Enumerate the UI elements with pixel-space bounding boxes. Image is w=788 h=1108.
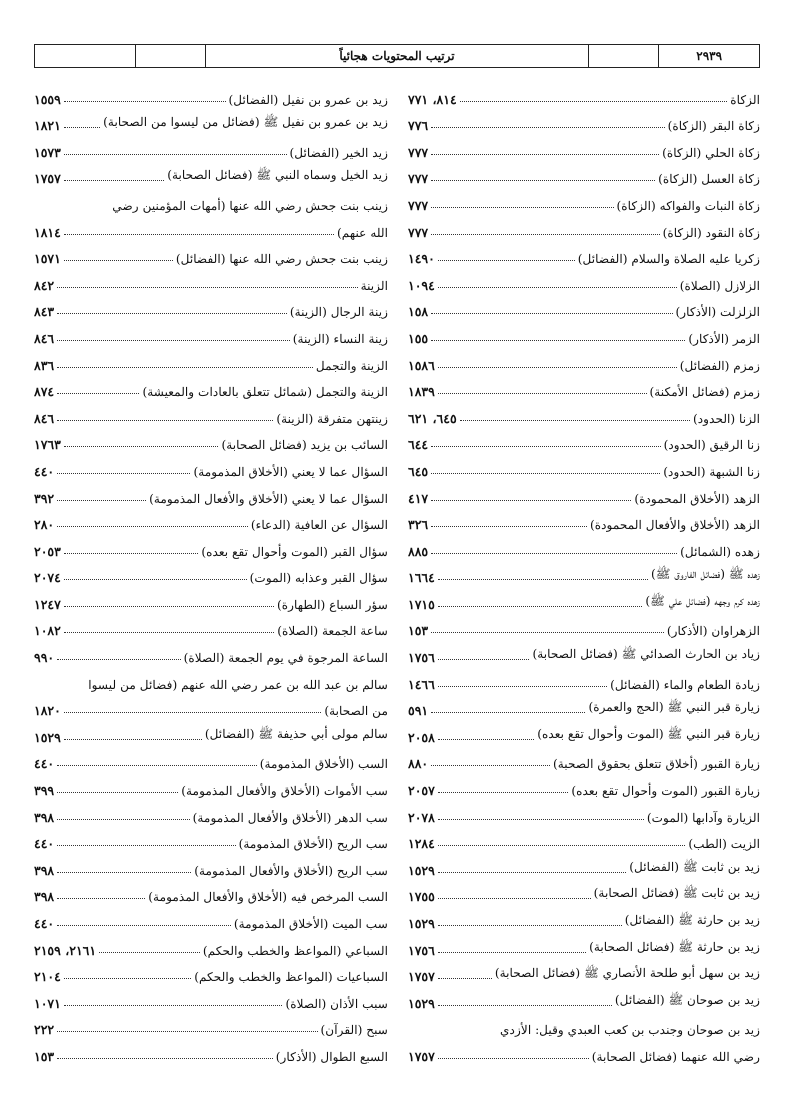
entry-page-number: ٦٤٥، ٦٢١ bbox=[408, 410, 457, 426]
index-entry bbox=[34, 585, 388, 612]
index-entry bbox=[34, 160, 388, 187]
entry-page-number: ١٥٨ bbox=[408, 304, 429, 320]
entry-page-number: ١٥٨٦ bbox=[408, 357, 435, 373]
leader-dots bbox=[57, 367, 313, 368]
entry-page-number: ١٤٦٦ bbox=[408, 676, 435, 692]
entry-title: الزيت (الطب) bbox=[688, 837, 760, 852]
index-entry bbox=[34, 559, 388, 586]
entry-title: من الصحابة) bbox=[324, 704, 388, 719]
leader-dots bbox=[64, 1005, 283, 1006]
index-entry bbox=[34, 319, 388, 346]
leader-dots bbox=[64, 180, 164, 181]
index-entry bbox=[34, 452, 388, 479]
entry-title: سؤال القبر وعذابه (الموت) bbox=[249, 571, 388, 586]
leader-dots bbox=[64, 101, 226, 102]
index-entry bbox=[408, 399, 760, 426]
leader-dots bbox=[64, 260, 173, 261]
entry-page-number: ٨٧٤ bbox=[34, 384, 55, 400]
leader-dots bbox=[57, 1058, 273, 1059]
leader-dots bbox=[431, 180, 655, 181]
index-entry bbox=[34, 692, 388, 719]
leader-dots bbox=[438, 287, 677, 288]
index-entry bbox=[34, 958, 388, 985]
leader-dots bbox=[431, 446, 660, 447]
entry-page-number: ٢٠٧٤ bbox=[34, 570, 61, 586]
index-entry bbox=[408, 346, 760, 373]
entry-title: سب الميت (الأخلاق المذمومة) bbox=[233, 917, 388, 931]
entry-title: سبب الأذان (الصلاة) bbox=[285, 996, 388, 1011]
index-entry bbox=[408, 825, 760, 852]
leader-dots bbox=[438, 1005, 612, 1006]
leader-dots bbox=[460, 101, 728, 102]
entry-page-number: ٩٩٠ bbox=[34, 650, 55, 666]
entry-page-number: ١٨٣٩ bbox=[408, 384, 435, 400]
leader-dots bbox=[438, 872, 626, 873]
index-entry bbox=[408, 771, 760, 798]
entry-page-number: ٧٧٧ bbox=[408, 171, 429, 187]
entry-page-number: ٤٤٠ bbox=[34, 916, 55, 931]
index-entry bbox=[408, 851, 760, 878]
index-entry bbox=[34, 426, 388, 453]
leader-dots bbox=[438, 845, 686, 846]
entry-page-number: ٨٤٢ bbox=[34, 277, 55, 293]
leader-dots bbox=[57, 898, 145, 899]
entry-page-number: ٧٧٧ bbox=[408, 197, 429, 213]
index-entry bbox=[34, 346, 388, 373]
entry-title: سؤال القبر (الموت وأحوال تقع بعده) bbox=[201, 544, 388, 559]
index-entry bbox=[408, 798, 760, 825]
index-entry bbox=[408, 958, 760, 985]
entry-page-number: ١٠٩٤ bbox=[408, 277, 435, 293]
leader-dots bbox=[64, 234, 334, 235]
leader-dots bbox=[57, 792, 178, 793]
entry-title: زهده (الشمائل) bbox=[680, 544, 760, 559]
header-empty-cell bbox=[588, 45, 658, 67]
leader-dots bbox=[64, 127, 100, 128]
leader-dots bbox=[57, 393, 139, 394]
entry-title: زياد بن الحارث الصدائي ﷺ (فضائل الصحابة) bbox=[532, 647, 760, 662]
index-entry bbox=[408, 133, 760, 160]
index-entry bbox=[34, 904, 388, 931]
header-title: ترتيب المحتويات هجائياً bbox=[205, 45, 589, 67]
entry-page-number: ٣٩٩ bbox=[34, 783, 55, 799]
index-entry bbox=[34, 1011, 388, 1038]
index-entry bbox=[408, 692, 760, 719]
entry-page-number: ٣٩٨ bbox=[34, 862, 55, 878]
leader-dots bbox=[64, 739, 202, 740]
entry-title: زكريا عليه الصلاة والسلام (الفضائل) bbox=[577, 252, 760, 267]
entry-title: زكاة البقر (الزكاة) bbox=[667, 119, 760, 134]
entry-title: زمزم (الفضائل) bbox=[679, 358, 760, 373]
leader-dots bbox=[57, 1031, 317, 1032]
entry-title: زيد بن ثابت ﷺ (فضائل الصحابة) bbox=[593, 886, 760, 901]
entry-title: زيد الخيل وسماه النبي ﷺ (فضائل الصحابة) bbox=[167, 168, 388, 183]
entry-page-number: ٣٩٨ bbox=[34, 889, 55, 905]
entry-page-number: ٨١٤، ٧٧١ bbox=[408, 91, 457, 107]
entry-title: الزهد (الأخلاق والأفعال المحمودة) bbox=[589, 518, 760, 533]
index-entry bbox=[34, 373, 388, 400]
entry-title: ساعة الجمعة (الصلاة) bbox=[277, 624, 388, 639]
index-entry bbox=[34, 293, 388, 320]
entry-page-number: ١٧٥٧ bbox=[408, 969, 435, 985]
header-empty-cell bbox=[135, 45, 205, 67]
leader-dots bbox=[431, 473, 660, 474]
entry-title: زيد بن صوحان ﷺ (الفضائل) bbox=[614, 992, 760, 1007]
index-entry bbox=[408, 665, 760, 692]
index-entry bbox=[34, 825, 388, 852]
entry-title: الزهراوان (الأذكار) bbox=[666, 624, 760, 639]
leader-dots bbox=[57, 819, 189, 820]
index-entry bbox=[34, 665, 388, 692]
index-entry bbox=[34, 612, 388, 639]
header-page-number: ٢٩٣٩ bbox=[658, 45, 759, 67]
entry-title: زيد بن ثابت ﷺ (الفضائل) bbox=[629, 859, 760, 874]
entry-title: زينة الرجال (الزينة) bbox=[289, 305, 388, 320]
entry-page-number: ١٥٥٩ bbox=[34, 91, 61, 107]
index-entry bbox=[34, 931, 388, 958]
entry-title: زيد بن سهل أبو طلحة الأنصاري ﷺ (فضائل الصحابة) bbox=[494, 966, 760, 981]
entry-title: السب (الأخلاق المذمومة) bbox=[259, 757, 388, 772]
leader-dots bbox=[431, 500, 631, 501]
entry-page-number: ١٧٥٦ bbox=[408, 942, 435, 958]
leader-dots bbox=[438, 367, 677, 368]
entry-page-number: ١٥٣ bbox=[408, 623, 429, 639]
entry-title: زيد الخير (الفضائل) bbox=[289, 145, 388, 160]
index-entry bbox=[408, 931, 760, 958]
index-entry bbox=[408, 107, 760, 134]
index-entry bbox=[408, 213, 760, 240]
index-column-left bbox=[34, 80, 388, 1064]
entry-title: السب المرخص فيه (الأخلاق والأفعال المذمومة) bbox=[148, 890, 388, 905]
entry-title: الزنا (الحدود) bbox=[693, 411, 760, 426]
leader-dots bbox=[431, 313, 672, 314]
entry-title: رضي الله عنهما (فضائل الصحابة) bbox=[591, 1049, 760, 1064]
leader-dots bbox=[57, 473, 190, 474]
entry-page-number: ٧٧٦ bbox=[408, 118, 429, 134]
entry-page-number: ٨٨٠ bbox=[408, 756, 429, 772]
entry-page-number: ٤٤٠ bbox=[34, 836, 55, 852]
entry-page-number: ١٧١٥ bbox=[408, 596, 435, 612]
entry-title: الزهد (الأخلاق المحمودة) bbox=[634, 491, 760, 506]
leader-dots bbox=[438, 925, 622, 926]
entry-page-number: ١٥٣ bbox=[34, 1048, 55, 1064]
index-entry bbox=[34, 213, 388, 240]
index-entry bbox=[34, 479, 388, 506]
index-entry bbox=[408, 638, 760, 665]
leader-dots bbox=[438, 260, 575, 261]
index-entry bbox=[34, 984, 388, 1011]
leader-dots bbox=[64, 154, 287, 155]
entry-title: زنا الرقيق (الحدود) bbox=[663, 438, 760, 453]
page-header bbox=[34, 44, 760, 68]
leader-dots bbox=[431, 632, 664, 633]
leader-dots bbox=[438, 792, 569, 793]
entry-page-number: ١٧٦٣ bbox=[34, 437, 61, 453]
entry-title: سبح (القرآن) bbox=[320, 1023, 388, 1038]
index-entry bbox=[408, 506, 760, 533]
entry-page-number: ٧٧٧ bbox=[408, 144, 429, 160]
entry-page-number: ١٥٢٩ bbox=[408, 995, 435, 1011]
leader-dots bbox=[431, 127, 664, 128]
leader-dots bbox=[438, 952, 586, 953]
index-entry bbox=[408, 186, 760, 213]
leader-dots bbox=[57, 872, 191, 873]
index-entry bbox=[408, 984, 760, 1011]
entry-page-number: ١٥٧١ bbox=[34, 251, 61, 267]
entry-title: السبع الطوال (الأذكار) bbox=[275, 1049, 388, 1064]
entry-title: الزينة والتجمل (شمائل تتعلق بالعادات والمعيشة) bbox=[142, 385, 388, 400]
entry-page-number: ٧٧٧ bbox=[408, 224, 429, 240]
entry-page-number: ١٢٨٤ bbox=[408, 836, 435, 852]
index-entry bbox=[408, 319, 760, 346]
leader-dots bbox=[57, 765, 257, 766]
entry-page-number: ١٠٨٢ bbox=[34, 623, 61, 639]
leader-dots bbox=[431, 765, 550, 766]
index-entry bbox=[408, 452, 760, 479]
header-empty-cell bbox=[35, 45, 135, 67]
index-entry bbox=[34, 266, 388, 293]
index-entry bbox=[34, 718, 388, 745]
leader-dots bbox=[64, 606, 274, 607]
leader-dots bbox=[460, 420, 690, 421]
entry-page-number: ٣٩٢ bbox=[34, 490, 55, 506]
index-entry bbox=[408, 1037, 760, 1064]
entry-page-number: ١٤٩٠ bbox=[408, 251, 435, 267]
index-entry bbox=[408, 160, 760, 187]
entry-page-number: ٤٤٠ bbox=[34, 463, 55, 479]
leader-dots bbox=[431, 207, 613, 208]
entry-page-number: ١٠٧١ bbox=[34, 995, 61, 1011]
entry-page-number: ١٢٤٧ bbox=[34, 596, 61, 612]
index-entry bbox=[408, 80, 760, 107]
leader-dots bbox=[438, 579, 648, 580]
entry-title: زينب بنت جحش رضي الله عنها (أمهات المؤمنين رضي bbox=[112, 198, 388, 213]
leader-dots bbox=[438, 898, 591, 899]
entry-title: السباعي (المواعظ والخطب والحكم) bbox=[202, 943, 388, 958]
index-column-right bbox=[408, 80, 760, 1064]
entry-title: زيد بن حارثة ﷺ (فضائل الصحابة) bbox=[589, 939, 760, 954]
entry-page-number: ٤٤٠ bbox=[34, 756, 55, 772]
leader-dots bbox=[438, 819, 644, 820]
entry-page-number: ١٨٢١ bbox=[34, 118, 61, 134]
entry-page-number: ٢٠٥٨ bbox=[408, 729, 435, 745]
index-entry bbox=[408, 904, 760, 931]
entry-page-number: ٨٣٦ bbox=[34, 357, 55, 373]
entry-page-number: ٨٤٣ bbox=[34, 304, 55, 320]
entry-title: زينتهن متفرقة (الزينة) bbox=[276, 411, 388, 426]
leader-dots bbox=[64, 579, 247, 580]
entry-title: الزلزلت (الأذكار) bbox=[675, 305, 760, 320]
entry-page-number: ١٦٦٤ bbox=[408, 570, 435, 586]
index-entry bbox=[408, 878, 760, 905]
leader-dots bbox=[438, 659, 530, 660]
entry-page-number: ١٨١٤ bbox=[34, 224, 61, 240]
leader-dots bbox=[64, 553, 198, 554]
index-entry bbox=[408, 1011, 760, 1038]
leader-dots bbox=[438, 606, 643, 607]
index-entry bbox=[34, 107, 388, 134]
index-entry bbox=[34, 133, 388, 160]
leader-dots bbox=[64, 632, 274, 633]
entry-title: سالم مولى أبي حذيفة ﷺ (الفضائل) bbox=[204, 726, 388, 741]
entry-page-number: ١٧٥٧ bbox=[408, 1048, 435, 1064]
entry-page-number: ٢٠٥٧ bbox=[408, 783, 435, 799]
entry-page-number: ٦٤٥ bbox=[408, 463, 429, 479]
entry-title: زكاة الحلي (الزكاة) bbox=[662, 145, 760, 160]
index-entry bbox=[408, 240, 760, 267]
leader-dots bbox=[64, 446, 219, 447]
entry-title: الزينة bbox=[360, 278, 388, 293]
leader-dots bbox=[438, 686, 607, 687]
entry-title: الزينة والتجمل bbox=[315, 358, 388, 373]
index-entry bbox=[34, 878, 388, 905]
index-entry bbox=[408, 426, 760, 453]
entry-title: زهده ﷺ (فضائل الفاروق ﷺ) bbox=[650, 567, 760, 582]
entry-title: الزلازل (الصلاة) bbox=[679, 278, 760, 293]
entry-title: السؤال عما لا يعني (الأخلاق المذمومة) bbox=[193, 464, 388, 479]
leader-dots bbox=[57, 925, 231, 926]
entry-page-number: ٢٢٢ bbox=[34, 1022, 55, 1038]
entry-title: سؤر السباع (الطهارة) bbox=[277, 597, 388, 612]
entry-title: سب الأموات (الأخلاق والأفعال المذمومة) bbox=[181, 784, 388, 799]
leader-dots bbox=[57, 500, 146, 501]
index-entry bbox=[34, 745, 388, 772]
leader-dots bbox=[438, 739, 534, 740]
leader-dots bbox=[438, 1058, 589, 1059]
entry-page-number: ١٧٥٥ bbox=[408, 889, 435, 905]
leader-dots bbox=[431, 340, 685, 341]
index-entry bbox=[34, 532, 388, 559]
leader-dots bbox=[57, 420, 273, 421]
index-entry bbox=[34, 399, 388, 426]
index-entry bbox=[408, 559, 760, 586]
entry-title: زيارة القبور (الموت وأحوال تقع بعده) bbox=[571, 784, 760, 799]
entry-page-number: ٢٨٠ bbox=[34, 517, 55, 533]
leader-dots bbox=[99, 952, 200, 953]
entry-page-number: ٣٩٨ bbox=[34, 809, 55, 825]
entry-page-number: ١٥٧٣ bbox=[34, 144, 61, 160]
index-entry bbox=[34, 80, 388, 107]
entry-page-number: ٢١٠٤ bbox=[34, 969, 61, 985]
entry-page-number: ٨٨٥ bbox=[408, 543, 429, 559]
entry-page-number: ١٥٢٩ bbox=[408, 862, 435, 878]
leader-dots bbox=[57, 340, 290, 341]
entry-page-number: ١٧٥٧ bbox=[34, 171, 61, 187]
entry-page-number: ١٥٢٩ bbox=[408, 916, 435, 931]
index-entry bbox=[408, 293, 760, 320]
entry-title: الزمر (الأذكار) bbox=[688, 331, 760, 346]
entry-page-number: ٦٤٤ bbox=[408, 437, 429, 453]
entry-page-number: ٢١٦١، ٢١٥٩ bbox=[34, 942, 97, 958]
entry-title: زكاة العسل (الزكاة) bbox=[658, 172, 760, 187]
index-entry bbox=[408, 373, 760, 400]
entry-title: زينة النساء (الزينة) bbox=[292, 331, 388, 346]
entry-title: زيادة الطعام والماء (الفضائل) bbox=[610, 677, 760, 692]
entry-title: زهده كرم وجهه (فضائل علي ﷺ) bbox=[645, 593, 760, 608]
entry-title: السؤال عما لا يعني (الأخلاق والأفعال المذمومة) bbox=[149, 491, 388, 506]
entry-title: زيد بن عمرو بن نفيل (الفضائل) bbox=[228, 92, 388, 107]
leader-dots bbox=[57, 287, 357, 288]
entry-page-number: ١٨٢٠ bbox=[34, 703, 61, 719]
leader-dots bbox=[431, 553, 677, 554]
index-entry bbox=[34, 798, 388, 825]
entry-page-number: ١٥٥ bbox=[408, 330, 429, 346]
entry-title: زيد بن عمرو بن نفيل ﷺ (فضائل من ليسوا من الصحابة) bbox=[103, 115, 388, 130]
index-entry bbox=[34, 771, 388, 798]
entry-title: الله عنهم) bbox=[337, 225, 388, 240]
entry-page-number: ٢٠٥٣ bbox=[34, 543, 61, 559]
entry-title: زيارة قبر النبي ﷺ (الموت وأحوال تقع بعده) bbox=[537, 726, 760, 741]
leader-dots bbox=[64, 978, 191, 979]
index-entry bbox=[34, 186, 388, 213]
entry-title: الساعة المرجوة في يوم الجمعة (الصلاة) bbox=[183, 651, 388, 666]
index-entry bbox=[408, 266, 760, 293]
index-columns bbox=[34, 80, 760, 1100]
entry-page-number: ٨٤٦ bbox=[34, 410, 55, 426]
index-entry bbox=[34, 851, 388, 878]
entry-title: زيد بن صوحان وجندب بن كعب العبدي وقيل: الأزدي bbox=[500, 1023, 760, 1038]
entry-title: سب الريح (الأخلاق والأفعال المذمومة) bbox=[194, 863, 388, 878]
index-entry bbox=[408, 532, 760, 559]
index-entry bbox=[34, 240, 388, 267]
index-entry bbox=[408, 585, 760, 612]
leader-dots bbox=[438, 978, 492, 979]
entry-title: الزيارة وآدابها (الموت) bbox=[646, 810, 760, 825]
index-entry bbox=[408, 479, 760, 506]
entry-title: زيد بن حارثة ﷺ (الفضائل) bbox=[624, 913, 760, 927]
entry-title: زنا الشبهة (الحدود) bbox=[663, 464, 760, 479]
leader-dots bbox=[431, 526, 587, 527]
entry-title: زمزم (فضائل الأمكنة) bbox=[649, 385, 760, 400]
entry-title: السائب بن يزيد (فضائل الصحابة) bbox=[221, 438, 388, 453]
leader-dots bbox=[57, 845, 235, 846]
entry-page-number: ٨٤٦ bbox=[34, 330, 55, 346]
entry-page-number: ٣٢٦ bbox=[408, 517, 429, 533]
entry-page-number: ٢٠٧٨ bbox=[408, 809, 435, 825]
entry-page-number: ١٧٥٦ bbox=[408, 650, 435, 666]
entry-page-number: ٤١٧ bbox=[408, 490, 429, 506]
leader-dots bbox=[64, 712, 322, 713]
entry-title: سب الدهر (الأخلاق والأفعال المذمومة) bbox=[192, 810, 388, 825]
leader-dots bbox=[438, 393, 647, 394]
entry-title: الزكاة bbox=[730, 92, 760, 107]
entry-page-number: ٥٩١ bbox=[408, 703, 429, 719]
entry-title: سالم بن عبد الله بن عمر رضي الله عنهم (فضائل من ليسوا bbox=[88, 677, 388, 692]
entry-title: زيارة القبور (أخلاق تتعلق بحقوق الصحبة) bbox=[553, 757, 760, 772]
entry-title: زيارة قبر النبي ﷺ (الحج والعمرة) bbox=[588, 700, 760, 715]
entry-title: زكاة النبات والفواكه (الزكاة) bbox=[616, 198, 760, 213]
index-entry bbox=[34, 506, 388, 533]
index-entry bbox=[34, 1037, 388, 1064]
entry-title: زينب بنت جحش رضي الله عنها (الفضائل) bbox=[175, 252, 388, 267]
leader-dots bbox=[431, 154, 659, 155]
entry-title: السباعيات (المواعظ والخطب والحكم) bbox=[194, 970, 388, 985]
entry-page-number: ١٥٢٩ bbox=[34, 729, 61, 745]
leader-dots bbox=[431, 712, 585, 713]
leader-dots bbox=[57, 659, 180, 660]
entry-title: السؤال عن العافية (الدعاء) bbox=[250, 518, 388, 533]
leader-dots bbox=[57, 526, 248, 527]
entry-title: سب الريح (الأخلاق المذمومة) bbox=[238, 837, 388, 852]
index-entry bbox=[408, 745, 760, 772]
index-entry bbox=[408, 718, 760, 745]
entry-title: زكاة النقود (الزكاة) bbox=[662, 225, 760, 240]
index-entry bbox=[34, 638, 388, 665]
leader-dots bbox=[431, 234, 659, 235]
leader-dots bbox=[57, 313, 287, 314]
index-entry bbox=[408, 612, 760, 639]
